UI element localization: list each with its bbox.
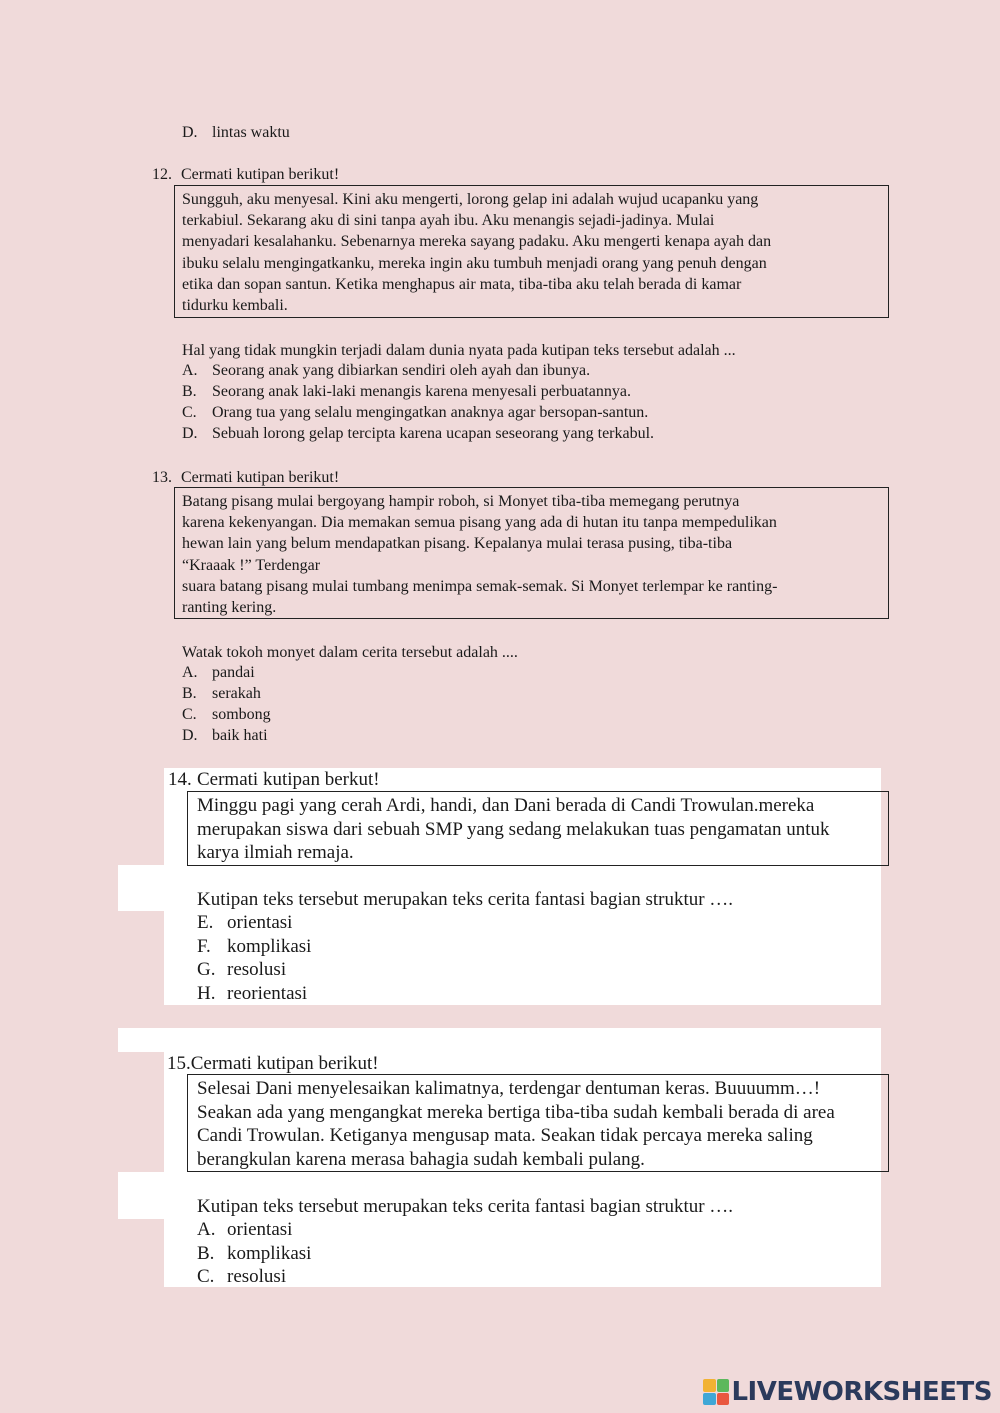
question-number: 14. [168,769,192,790]
question-13-text: Watak tokoh monyet dalam cerita tersebut adalah .... [182,644,518,661]
option-text: orientasi [227,912,293,933]
options-13 [182,662,271,746]
excerpt-line: Sungguh, aku menyesal. Kini aku mengerti, lorong gelap ini adalah wujud ucapanku yang [182,191,759,208]
excerpt-line: Minggu pagi yang cerah Ardi, handi, dan Dani berada di Candi Trowulan.mereka [197,795,815,816]
option-text: resolusi [227,959,287,980]
option-letter: B. [182,383,197,400]
option-a[interactable] [197,1218,311,1242]
excerpt-line: menyadari kesalahanku. Sebenarnya mereka sayang padaku. Aku mengerti kenapa ayah dan [182,233,772,251]
option-a[interactable] [182,662,271,683]
question-13-header [152,467,339,488]
question-number: 15. [167,1053,191,1074]
option-text: Seorang anak yang dibiarkan sendiri oleh ayah dan ibunya. [212,362,591,379]
option-letter: C. [197,1266,215,1287]
excerpt-line: ranting kering. [182,599,277,617]
option-b[interactable] [197,1242,311,1266]
option-letter: D. [182,124,198,141]
question-prompt: Cermati kutipan berikut! [181,166,340,183]
options-15 [197,1218,311,1289]
excerpt-box-15 [187,1074,889,1172]
option-d[interactable] [182,725,271,746]
option-text: komplikasi [227,1242,312,1264]
options-12 [182,360,654,444]
option-text: pandai [212,664,255,681]
option-letter: H. [197,982,216,1004]
option-text: sombong [212,706,271,723]
option-text: serakah [212,685,261,702]
option-b[interactable] [182,381,654,402]
question-14-header [168,768,380,792]
option-letter: C. [182,706,197,723]
option-b[interactable] [182,683,271,704]
option-d[interactable] [182,423,654,444]
excerpt-line: Seakan ada yang mengangkat mereka bertiga tiba-tiba sudah kembali berada di area [197,1101,835,1123]
option-g[interactable] [197,958,311,982]
question-15-panel-top [118,1028,881,1052]
excerpt-line: karya ilmiah remaja. [197,842,354,863]
option-letter: E. [197,912,214,933]
option-text: baik hati [212,727,268,744]
option-letter: D. [182,425,198,442]
question-12-header [152,164,339,185]
option-text: komplikasi [227,935,312,957]
excerpt-line: karena kekenyangan. Dia memakan semua pisang yang ada di hutan itu tanpa mempedulikan [182,514,777,532]
option-text: resolusi [227,1266,287,1287]
excerpt-line: Candi Trowulan. Ketiganya mengusap mata. Seakan tidak percaya mereka saling [197,1125,813,1146]
excerpt-box-13 [174,487,889,619]
option-letter: F. [197,935,211,957]
excerpt-line: suara batang pisang mulai tumbang menimpa semak-semak. Si Monyet terlempar ke ranting- [182,577,778,595]
option-text: reorientasi [227,982,308,1004]
options-14 [197,911,311,1005]
question-prompt: Cermati kutipan berikut! [181,469,340,486]
question-15-text: Kutipan teks tersebut merupakan teks cerita fantasi bagian struktur …. [197,1196,734,1217]
question-12-text: Hal yang tidak mungkin terjadi dalam dunia nyata pada kutipan teks tersebut adalah ... [182,342,736,359]
option-c[interactable] [182,704,271,725]
excerpt-line: etika dan sopan santun. Ketika menghapus air mata, tiba-tiba aku telah berada di kamar [182,275,742,293]
option-e[interactable] [197,911,311,935]
option-text: Seorang anak laki-laki menangis karena menyesali perbuatannya. [212,383,631,400]
option-letter: G. [197,959,216,980]
option-letter: A. [182,664,198,681]
excerpt-box-12 [174,185,889,318]
excerpt-line: Batang pisang mulai bergoyang hampir roboh, si Monyet tiba-tiba memegang perutnya [182,493,740,510]
excerpt-line: merupakan siswa dari sebuah SMP yang sedang melakukan tuas pengamatan untuk [197,818,830,840]
option-text: Orang tua yang selalu mengingatkan anaknya agar bersopan-santun. [212,404,649,421]
option-letter: A. [197,1219,216,1240]
question-number: 12. [152,166,172,183]
option-d-top[interactable] [182,122,290,143]
option-letter: C. [182,404,197,421]
option-text: Sebuah lorong gelap tercipta karena ucapan seseorang yang terkabul. [212,425,655,442]
excerpt-line: terkabiul. Sekarang aku di sini tanpa ayah ibu. Aku menangis sejadi-jadinya. Mulai [182,212,715,230]
option-c[interactable] [197,1265,311,1289]
option-letter: B. [197,1242,215,1264]
option-letter: B. [182,685,197,702]
logo-text: LIVEWORKSHEETS [731,1377,992,1407]
option-h[interactable] [197,982,311,1006]
option-letter: A. [182,362,198,379]
option-text: orientasi [227,1219,293,1240]
option-f[interactable] [197,935,311,959]
excerpt-line: Selesai Dani menyelesaikan kalimatnya, terdengar dentuman keras. Buuuumm…! [197,1078,821,1099]
question-prompt: Cermati kutipan berkut! [197,769,380,790]
excerpt-line: tidurku kembali. [182,297,288,315]
question-number: 13. [152,469,172,486]
question-prompt: Cermati kutipan berikut! [190,1053,379,1074]
option-c[interactable] [182,402,654,423]
excerpt-line: “Kraaak !” Terdengar [182,556,321,574]
question-14-text: Kutipan teks tersebut merupakan teks cerita fantasi bagian struktur …. [197,889,734,910]
question-15-header [167,1052,379,1076]
option-letter: D. [182,727,198,744]
logo-mark-icon [703,1379,729,1405]
liveworksheets-logo[interactable] [703,1377,992,1407]
excerpt-line: hewan lain yang belum mendapatkan pisang. Kepalanya mulai terasa pusing, tiba-tiba [182,535,733,553]
option-a[interactable] [182,360,654,381]
option-text: lintas waktu [212,124,290,141]
excerpt-line: berangkulan karena merasa bahagia sudah kembali pulang. [197,1148,645,1170]
excerpt-box-14 [187,791,889,866]
excerpt-line: ibuku selalu mengingatkanku, mereka ingin aku tumbuh menjadi orang yang penuh dengan [182,254,767,272]
